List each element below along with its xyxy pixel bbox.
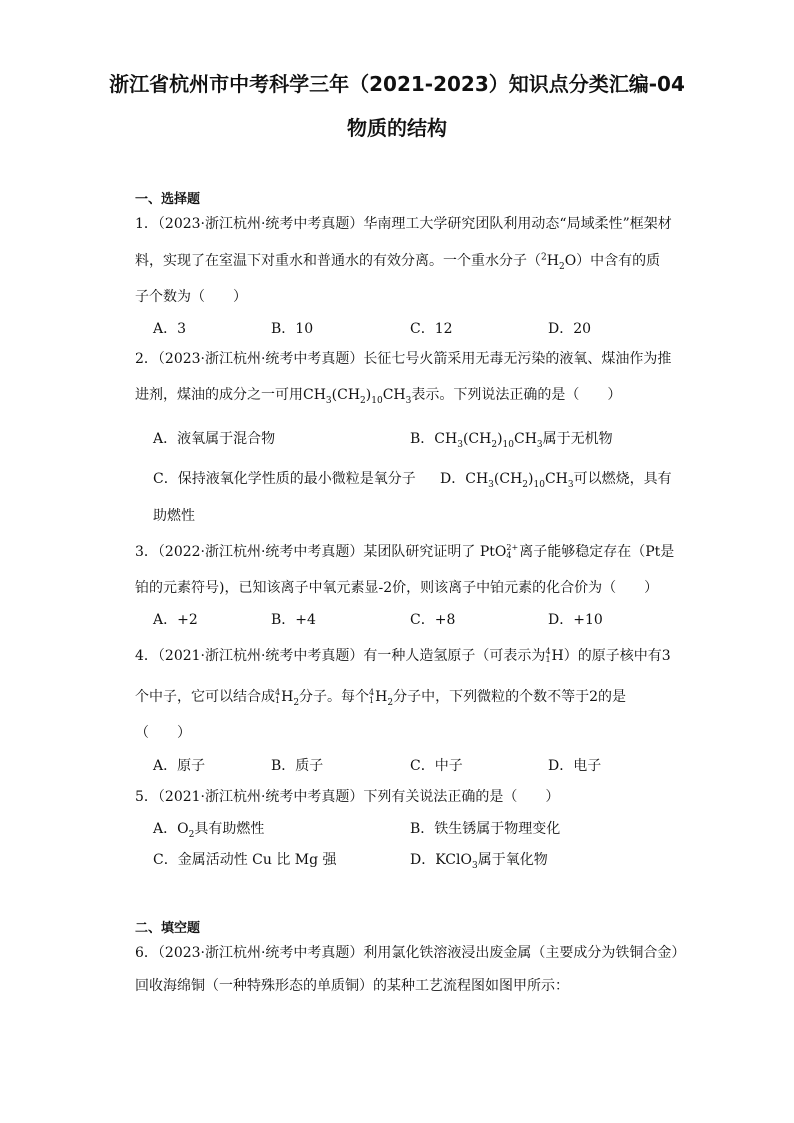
q6-line1: 6．（2023·浙江杭州·统考中考真题）利用氯化铁溶液浸出废金属（主要成分为铁铜合金）: [135, 945, 686, 961]
q4-option-a: A．原子: [153, 758, 206, 774]
q4-option-c: C．中子: [410, 758, 463, 774]
q3-option-b: B．+4: [271, 612, 316, 628]
q1-option-a: A．3: [153, 321, 187, 337]
q2-option-d-continued: 助燃性: [153, 508, 195, 524]
q2-option-d: D．$CH_3(CH_2)_{10}CH_3$可以燃烧，具有: [440, 471, 672, 490]
section-heading-choice: 一、选择题: [135, 192, 201, 207]
q4-option-b: B．质子: [271, 758, 324, 774]
q4-line1: 4．（2021·浙江杭州·统考中考真题）有一种人造氢原子（可表示为 4 1 H）的原子核中有3: [135, 647, 671, 664]
q5-option-c: C．金属活动性 Cu 比 Mg 强: [153, 852, 337, 868]
q5-option-a: A．$O_2$具有助燃性: [153, 821, 265, 840]
q4-option-d: D．电子: [548, 758, 602, 774]
q1-line2: 料，实现了在室温下对重水和普通水的有效分离。一个重水分子$(^2H_2O)$中含有的质: [135, 252, 661, 272]
q2-option-a: A．液氧属于混合物: [153, 431, 276, 447]
q2-option-b: B．$CH_3(CH_2)_{10}CH_3$属于无机物: [410, 431, 613, 450]
q3-option-c: C．+8: [410, 612, 456, 628]
q3-option-d: D．+10: [548, 612, 603, 628]
q4-line2: 个中子，它可以结合成 4 1 $H_2$分子。每个 4 1 $H_2$分子中，下列微粒的个数不等于2的是: [135, 688, 626, 708]
q5-line1: 5．（2021·浙江杭州·统考中考真题）下列有关说法正确的是（ ）: [135, 789, 560, 805]
q3-line2: 铂的元素符号)，已知该离子中氧元素显-2价，则该离子中铂元素的化合价为（ ）: [135, 580, 659, 596]
q2-line2: 进剂，煤油的成分之一可用$CH_3(CH_2)_{10}CH_3$表示。下列说法正确的是（ ）: [135, 387, 622, 406]
q6-line2: 回收海绵铜（一种特殊形态的单质铜）的某种工艺流程图如图甲所示：: [135, 978, 569, 994]
q3-line1: 3．（2022·浙江杭州·统考中考真题）某团队研究证明了 PtO 2+ 4 离子能够稳定存在（Pt是: [135, 543, 675, 560]
q1-option-b: B．10: [271, 321, 314, 337]
q2-option-c: C．保持液氧化学性质的最小微粒是氧分子: [153, 471, 416, 487]
q2-line1: 2．（2023·浙江杭州·统考中考真题）长征七号火箭采用无毒无污染的液氧、煤油作为推: [135, 351, 672, 367]
q5-option-d: D．KClO$_3$属于氧化物: [410, 852, 548, 871]
q4-line3: （ ）: [135, 725, 191, 741]
document-subtitle: 物质的结构: [347, 116, 447, 140]
q3-option-a: A．+2: [153, 612, 198, 628]
section-heading-fill: 二、填空题: [135, 921, 201, 936]
q1-line1: 1．（2023·浙江杭州·统考中考真题）华南理工大学研究团队利用动态“局域柔性”框架材: [135, 216, 672, 232]
q1-option-c: C．12: [410, 321, 453, 337]
q1-line3: 子个数为（ ）: [135, 289, 247, 305]
q1-option-d: D．20: [548, 321, 592, 337]
document-title: 浙江省杭州市中考科学三年（2021-2023）知识点分类汇编-04: [109, 72, 685, 96]
q5-option-b: B．铁生锈属于物理变化: [410, 821, 561, 837]
